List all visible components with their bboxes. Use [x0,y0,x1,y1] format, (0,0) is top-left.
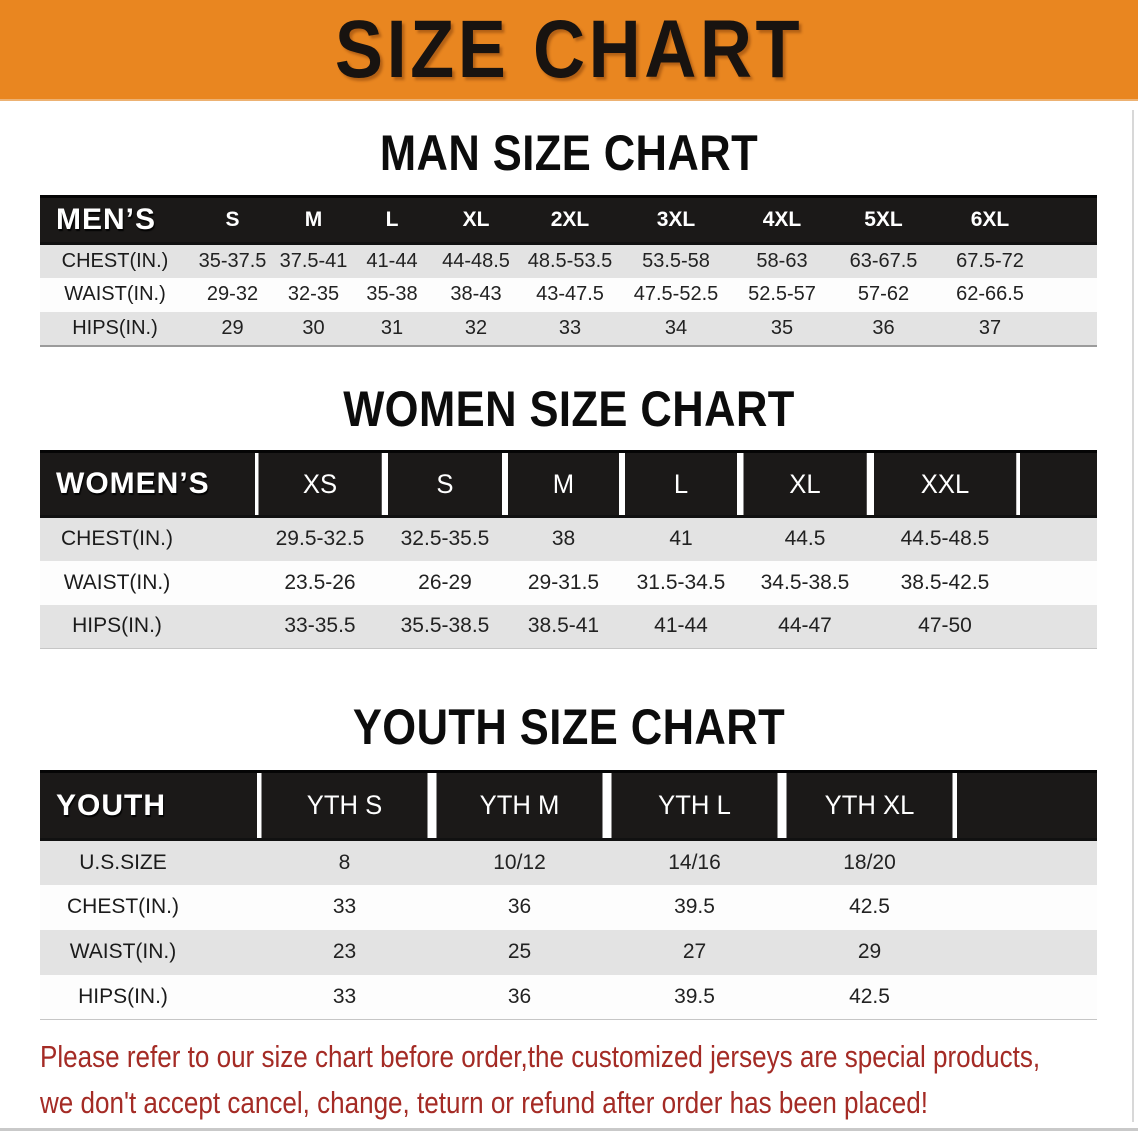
women-size-column-label: XS [258,452,382,517]
youth-measurement-row [40,885,1097,930]
women-measurement-row [40,605,1097,649]
men-size-value: 35-38 [352,278,432,312]
youth-size-value: 36 [432,975,607,1020]
men-size-value: 57-62 [832,278,935,312]
youth-size-table [40,770,1097,1020]
youth-measurement-label: HIPS(IN.) [40,975,257,1020]
women-size-value: 29.5-32.5 [255,517,385,561]
youth-size-value: 10/12 [432,840,607,885]
men-row-spacer [1045,312,1097,346]
banner [0,0,1138,101]
men-header-spacer [1045,197,1097,244]
women-measurement-label: HIPS(IN.) [40,605,255,649]
youth-size-column-label: YTH XL [786,772,952,840]
bottom-edge-line [0,1128,1138,1131]
men-size-value: 53.5-58 [620,244,732,278]
men-measurement-label: HIPS(IN.) [40,312,190,346]
youth-size-value: 39.5 [607,885,782,930]
women-row-spacer [1020,561,1097,605]
youth-size-value: 14/16 [607,840,782,885]
men-size-value: 47.5-52.5 [620,278,732,312]
women-size-value: 32.5-35.5 [385,517,505,561]
men-size-column-label: M [275,197,352,244]
men-size-column-label: 5XL [832,197,935,244]
women-size-value: 41 [622,517,740,561]
men-size-value: 48.5-53.5 [520,244,620,278]
men-size-column-label: 3XL [620,197,732,244]
men-size-value: 35 [732,312,832,346]
disclaimer-line-2: we don't accept cancel, change, teturn or refund after order has been placed! [40,1085,929,1120]
men-size-value: 32 [432,312,520,346]
men-size-value: 43-47.5 [520,278,620,312]
women-size-value: 38 [505,517,622,561]
youth-size-value: 33 [257,885,432,930]
youth-size-column-label: YTH S [261,772,427,840]
youth-size-value: 18/20 [782,840,957,885]
women-header-spacer [1020,452,1097,517]
women-row-spacer [1020,517,1097,561]
youth-row-spacer [957,840,1097,885]
women-size-value: 38.5-42.5 [870,561,1020,605]
disclaimer [40,1034,1130,1126]
women-measurement-row [40,517,1097,561]
men-size-column-label: L [352,197,432,244]
youth-size-value: 42.5 [782,975,957,1020]
men-group-label: MEN’S [40,197,190,244]
men-size-value: 29-32 [190,278,275,312]
youth-size-value: 29 [782,930,957,975]
men-size-value: 62-66.5 [935,278,1045,312]
women-size-value: 29-31.5 [505,561,622,605]
youth-size-column-label: YTH L [611,772,777,840]
youth-section-heading: YOUTH SIZE CHART [352,699,786,755]
men-size-value: 30 [275,312,352,346]
men-size-value: 58-63 [732,244,832,278]
youth-row-spacer [957,975,1097,1020]
women-size-value: 34.5-38.5 [740,561,870,605]
men-measurement-row [40,312,1097,346]
women-size-column-label: S [388,452,502,517]
women-size-column-label: M [508,452,619,517]
men-size-column-label: S [190,197,275,244]
men-measurement-label: WAIST(IN.) [40,278,190,312]
youth-size-value: 36 [432,885,607,930]
men-row-spacer [1045,244,1097,278]
women-size-column-label: XXL [874,452,1017,517]
men-size-value: 36 [832,312,935,346]
youth-size-value: 8 [257,840,432,885]
youth-header-spacer [957,772,1097,840]
men-size-value: 31 [352,312,432,346]
women-measurement-label: CHEST(IN.) [40,517,255,561]
women-size-value: 44.5-48.5 [870,517,1020,561]
youth-size-value: 42.5 [782,885,957,930]
men-size-value: 63-67.5 [832,244,935,278]
youth-size-value: 39.5 [607,975,782,1020]
women-size-value: 23.5-26 [255,561,385,605]
men-size-table [40,195,1097,347]
youth-header-row [40,772,1097,840]
women-size-value: 26-29 [385,561,505,605]
youth-size-value: 25 [432,930,607,975]
youth-row-spacer [957,930,1097,975]
youth-measurement-label: U.S.SIZE [40,840,257,885]
youth-measurement-label: CHEST(IN.) [40,885,257,930]
women-header-row [40,452,1097,517]
women-size-column-label: L [625,452,737,517]
men-measurement-row [40,278,1097,312]
women-size-value: 38.5-41 [505,605,622,649]
men-measurement-row [40,244,1097,278]
women-size-value: 44-47 [740,605,870,649]
youth-measurement-row [40,975,1097,1020]
men-row-spacer [1045,278,1097,312]
women-size-column-label: XL [743,452,867,517]
men-size-column-label: 4XL [732,197,832,244]
men-size-column-label: 2XL [520,197,620,244]
men-size-value: 34 [620,312,732,346]
men-size-value: 41-44 [352,244,432,278]
men-size-value: 29 [190,312,275,346]
youth-group-label: YOUTH [40,772,257,840]
youth-size-value: 27 [607,930,782,975]
youth-size-value: 33 [257,975,432,1020]
men-size-value: 67.5-72 [935,244,1045,278]
right-edge-line [1132,110,1134,1122]
youth-measurement-row [40,930,1097,975]
men-size-value: 35-37.5 [190,244,275,278]
men-size-value: 37 [935,312,1045,346]
youth-size-value: 23 [257,930,432,975]
men-size-column-label: 6XL [935,197,1045,244]
women-measurement-label: WAIST(IN.) [40,561,255,605]
youth-size-column-label: YTH M [436,772,602,840]
youth-row-spacer [957,885,1097,930]
men-size-column-label: XL [432,197,520,244]
men-measurement-label: CHEST(IN.) [40,244,190,278]
women-group-label: WOMEN’S [40,452,255,517]
youth-measurement-label: WAIST(IN.) [40,930,257,975]
women-measurement-row [40,561,1097,605]
women-size-value: 44.5 [740,517,870,561]
men-size-value: 33 [520,312,620,346]
women-row-spacer [1020,605,1097,649]
women-section-heading: WOMEN SIZE CHART [343,381,795,437]
women-size-table [40,450,1097,649]
page-title: SIZE CHART [334,3,804,95]
men-section-heading: MAN SIZE CHART [379,125,759,181]
disclaimer-line-1: Please refer to our size chart before order,the customized jerseys are special products, [40,1039,1041,1074]
men-size-value: 52.5-57 [732,278,832,312]
men-size-value: 44-48.5 [432,244,520,278]
men-size-value: 38-43 [432,278,520,312]
women-size-value: 35.5-38.5 [385,605,505,649]
men-size-value: 37.5-41 [275,244,352,278]
women-size-value: 47-50 [870,605,1020,649]
women-size-value: 31.5-34.5 [622,561,740,605]
men-header-row [40,197,1097,244]
men-size-value: 32-35 [275,278,352,312]
women-size-value: 41-44 [622,605,740,649]
youth-measurement-row [40,840,1097,885]
women-size-value: 33-35.5 [255,605,385,649]
